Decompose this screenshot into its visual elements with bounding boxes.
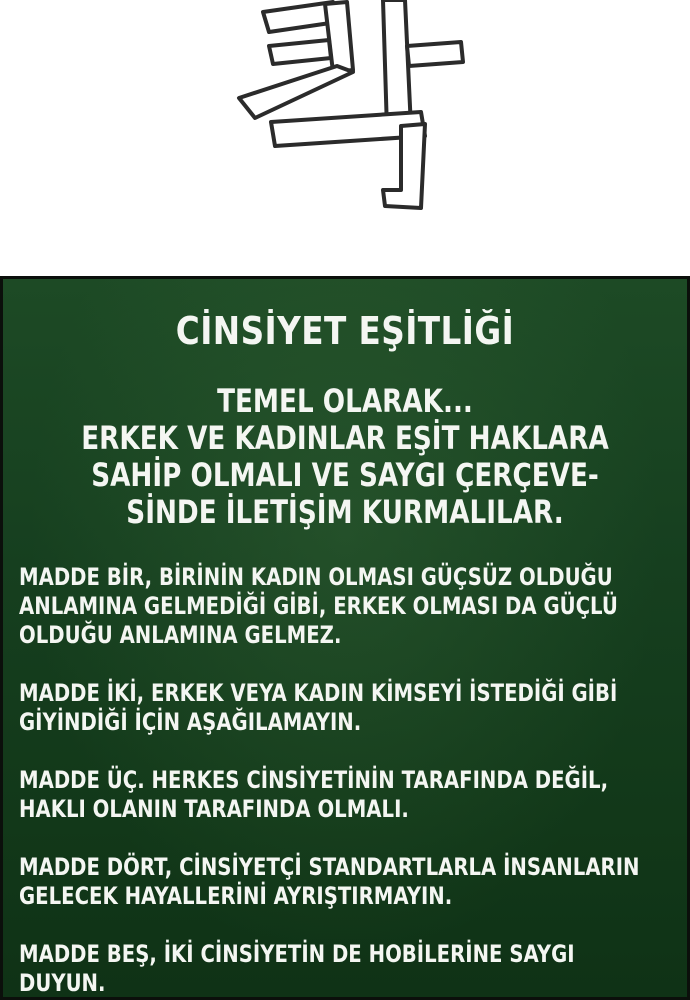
article-four	[19, 853, 640, 911]
intro-line: SİNDE İLETİŞİM KURMALILAR.	[126, 493, 564, 531]
article-line: GELECEK HAYALLERİNİ AYRIŞTIRMAYIN.	[19, 882, 453, 910]
board-articles	[19, 563, 640, 1000]
article-line: MADDE DÖRT, CİNSİYETÇİ STANDARTLARLA İNSANLARIN	[19, 853, 640, 881]
article-line: MADDE BEŞ, İKİ CİNSİYETİN DE HOBİLERİNE SAYGI	[19, 940, 575, 968]
sound-effect-lettering-icon	[225, 0, 485, 215]
article-two	[19, 679, 618, 737]
article-line: HAKLI OLANIN TARAFINDA OLMALI.	[19, 795, 409, 823]
chalkboard-content	[3, 279, 687, 997]
article-line: ANLAMINA GELMEDİĞİ GİBİ, ERKEK OLMASI DA GÜÇLÜ	[19, 592, 618, 620]
intro-line: SAHİP OLMALI VE SAYGI ÇERÇEVE-	[91, 456, 599, 494]
article-line: GİYİNDİĞİ İÇİN AŞAĞILAMAYIN.	[19, 708, 362, 736]
article-three	[19, 766, 609, 824]
article-line: DUYUN.	[19, 969, 106, 997]
article-line: OLDUĞU ANLAMINA GELMEZ.	[19, 621, 342, 649]
intro-line: ERKEK VE KADINLAR EŞİT HAKLARA	[81, 419, 609, 457]
article-line: MADDE BİR, BİRİNİN KADIN OLMASI GÜÇSÜZ OLDUĞU	[19, 563, 613, 591]
intro-line: TEMEL OLARAK...	[217, 382, 473, 420]
sound-effect-panel	[0, 0, 690, 276]
article-line: MADDE ÜÇ. HERKES CİNSİYETİNİN TARAFINDA DEĞİL,	[19, 766, 609, 794]
article-line: MADDE İKİ, ERKEK VEYA KADIN KİMSEYİ İSTEDİĞİ GİBİ	[19, 679, 618, 707]
board-title: CİNSİYET EŞİTLİĞİ	[175, 309, 515, 353]
article-one	[19, 563, 618, 650]
chalkboard	[0, 276, 690, 1000]
board-intro	[65, 383, 626, 531]
article-five	[19, 940, 593, 998]
